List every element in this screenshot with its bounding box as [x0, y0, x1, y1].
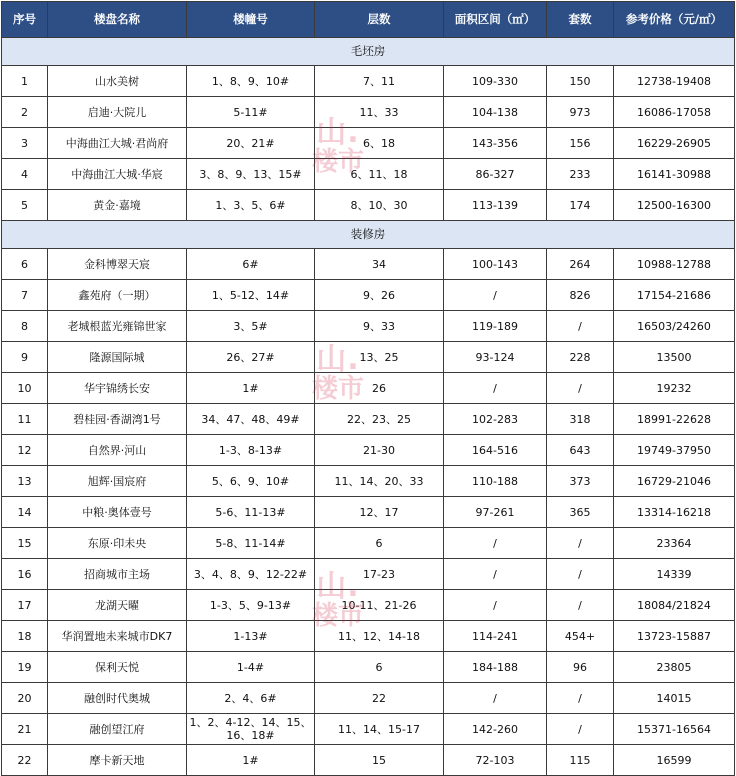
cell-building-no: 1、8、9、10# — [187, 66, 315, 97]
cell-index: 3 — [2, 128, 48, 159]
cell-floors: 6、18 — [315, 128, 444, 159]
cell-area-range: / — [444, 590, 547, 621]
cell-building-no: 5-6、11-13# — [187, 497, 315, 528]
cell-floors: 11、12、14-18 — [315, 621, 444, 652]
cell-floors: 6 — [315, 652, 444, 683]
cell-ref-price: 16086-17058 — [614, 97, 735, 128]
cell-area-range: 102-283 — [444, 404, 547, 435]
cell-index: 13 — [2, 466, 48, 497]
cell-building-no: 5-11# — [187, 97, 315, 128]
cell-project-name: 华宇锦绣长安 — [48, 373, 187, 404]
cell-project-name: 碧桂园·香湖湾1号 — [48, 404, 187, 435]
cell-project-name: 保利天悦 — [48, 652, 187, 683]
cell-project-name: 自然界·河山 — [48, 435, 187, 466]
cell-floors: 22、23、25 — [315, 404, 444, 435]
cell-units: 454+ — [547, 621, 614, 652]
cell-index: 10 — [2, 373, 48, 404]
cell-units: 174 — [547, 190, 614, 221]
cell-building-no: 20、21# — [187, 128, 315, 159]
cell-project-name: 启迪·大院儿 — [48, 97, 187, 128]
cell-units: 150 — [547, 66, 614, 97]
cell-floors: 10-11、21-26 — [315, 590, 444, 621]
cell-area-range: / — [444, 683, 547, 714]
watermark-top: 山. — [316, 569, 360, 604]
cell-floors: 7、11 — [315, 66, 444, 97]
header-ref-price: 参考价格（元/㎡） — [614, 2, 735, 38]
cell-building-no: 1-13# — [187, 621, 315, 652]
cell-index: 21 — [2, 714, 48, 745]
cell-units: / — [547, 559, 614, 590]
cell-building-no: 3、5# — [187, 311, 315, 342]
cell-floors: 8、10、30 — [315, 190, 444, 221]
cell-units: 318 — [547, 404, 614, 435]
cell-area-range: 113-139 — [444, 190, 547, 221]
cell-area-range: 114-241 — [444, 621, 547, 652]
header-row — [2, 2, 735, 38]
cell-project-name: 山水美树 — [48, 66, 187, 97]
cell-floors: 11、14、20、33 — [315, 466, 444, 497]
cell-index: 5 — [2, 190, 48, 221]
cell-units: 115 — [547, 745, 614, 776]
section-title: 毛坯房 — [2, 38, 735, 66]
table-row — [2, 683, 735, 714]
cell-project-name: 中海曲江大城·华宸 — [48, 159, 187, 190]
cell-floors: 13、25 — [315, 342, 444, 373]
cell-ref-price: 19749-37950 — [614, 435, 735, 466]
cell-ref-price: 12500-16300 — [614, 190, 735, 221]
cell-area-range: / — [444, 373, 547, 404]
watermark-bottom: 楼市 — [311, 147, 364, 177]
cell-ref-price: 16599 — [614, 745, 735, 776]
cell-ref-price: 14015 — [614, 683, 735, 714]
cell-units: / — [547, 714, 614, 745]
cell-units: 233 — [547, 159, 614, 190]
cell-units: 973 — [547, 97, 614, 128]
cell-floors: 26 — [315, 373, 444, 404]
cell-ref-price: 23364 — [614, 528, 735, 559]
header-index: 序号 — [2, 2, 48, 38]
table-row — [2, 159, 735, 190]
section-title: 装修房 — [2, 221, 735, 249]
cell-index: 22 — [2, 745, 48, 776]
cell-units: / — [547, 528, 614, 559]
cell-ref-price: 13723-15887 — [614, 621, 735, 652]
cell-index: 1 — [2, 66, 48, 97]
table-row — [2, 373, 735, 404]
cell-floors: 12、17 — [315, 497, 444, 528]
cell-building-no: 26、27# — [187, 342, 315, 373]
cell-area-range: 104-138 — [444, 97, 547, 128]
header-units: 套数 — [547, 2, 614, 38]
table-row — [2, 280, 735, 311]
cell-units: 643 — [547, 435, 614, 466]
cell-floors: 6、11、18 — [315, 159, 444, 190]
cell-project-name: 金科博翠天宸 — [48, 249, 187, 280]
table-row — [2, 404, 735, 435]
cell-floors: 9、26 — [315, 280, 444, 311]
cell-area-range: 93-124 — [444, 342, 547, 373]
table-row — [2, 559, 735, 590]
table-row — [2, 652, 735, 683]
cell-units: / — [547, 373, 614, 404]
table-row — [2, 466, 735, 497]
table-row — [2, 128, 735, 159]
cell-ref-price: 10988-12788 — [614, 249, 735, 280]
cell-building-no: 5-8、11-14# — [187, 528, 315, 559]
table-row — [2, 714, 735, 745]
cell-floors: 15 — [315, 745, 444, 776]
cell-project-name: 摩卡新天地 — [48, 745, 187, 776]
cell-building-no: 1-3、5、9-13# — [187, 590, 315, 621]
watermark-top: 山. — [316, 115, 360, 150]
table-row — [2, 97, 735, 128]
header-building-no: 楼幢号 — [187, 2, 315, 38]
cell-ref-price: 19232 — [614, 373, 735, 404]
cell-project-name: 东原·印未央 — [48, 528, 187, 559]
cell-ref-price: 16141-30988 — [614, 159, 735, 190]
cell-area-range: 97-261 — [444, 497, 547, 528]
table-row — [2, 342, 735, 373]
cell-area-range: / — [444, 528, 547, 559]
header-project-name: 楼盘名称 — [48, 2, 187, 38]
cell-building-no: 34、47、48、49# — [187, 404, 315, 435]
cell-ref-price: 16503/24260 — [614, 311, 735, 342]
watermark-bottom: 楼市 — [311, 374, 364, 404]
cell-index: 7 — [2, 280, 48, 311]
cell-ref-price: 16229-26905 — [614, 128, 735, 159]
cell-units: 96 — [547, 652, 614, 683]
cell-index: 11 — [2, 404, 48, 435]
cell-project-name: 黄金·嘉境 — [48, 190, 187, 221]
cell-area-range: 86-327 — [444, 159, 547, 190]
cell-project-name: 老城根蓝光雍锦世家 — [48, 311, 187, 342]
cell-project-name: 中粮·奥体壹号 — [48, 497, 187, 528]
cell-building-no: 6# — [187, 249, 315, 280]
header-floors: 层数 — [315, 2, 444, 38]
table-body — [2, 38, 735, 776]
table-row — [2, 190, 735, 221]
cell-area-range: 119-189 — [444, 311, 547, 342]
cell-floors: 11、14、15-17 — [315, 714, 444, 745]
cell-building-no: 1# — [187, 745, 315, 776]
cell-floors: 22 — [315, 683, 444, 714]
cell-index: 14 — [2, 497, 48, 528]
cell-building-no: 3、8、9、13、15# — [187, 159, 315, 190]
cell-index: 18 — [2, 621, 48, 652]
cell-building-no: 1、5-12、14# — [187, 280, 315, 311]
cell-floors: 34 — [315, 249, 444, 280]
cell-area-range: 100-143 — [444, 249, 547, 280]
cell-area-range: 143-356 — [444, 128, 547, 159]
cell-units: 365 — [547, 497, 614, 528]
cell-project-name: 招商城市主场 — [48, 559, 187, 590]
cell-area-range: 72-103 — [444, 745, 547, 776]
cell-project-name: 融创时代奥城 — [48, 683, 187, 714]
cell-floors: 21-30 — [315, 435, 444, 466]
cell-building-no: 2、4、6# — [187, 683, 315, 714]
watermark-bottom: 楼市 — [311, 601, 364, 631]
cell-index: 2 — [2, 97, 48, 128]
cell-units: / — [547, 590, 614, 621]
cell-project-name: 隆源国际城 — [48, 342, 187, 373]
cell-index: 8 — [2, 311, 48, 342]
cell-ref-price: 23805 — [614, 652, 735, 683]
table-row — [2, 590, 735, 621]
header-area-range: 面积区间（㎡） — [444, 2, 547, 38]
table-row — [2, 621, 735, 652]
table-row — [2, 311, 735, 342]
table-row — [2, 249, 735, 280]
cell-ref-price: 16729-21046 — [614, 466, 735, 497]
cell-index: 16 — [2, 559, 48, 590]
cell-index: 17 — [2, 590, 48, 621]
cell-building-no: 1-4# — [187, 652, 315, 683]
housing-price-table — [1, 1, 735, 776]
cell-index: 20 — [2, 683, 48, 714]
section-row — [2, 221, 735, 249]
cell-ref-price: 14339 — [614, 559, 735, 590]
cell-index: 19 — [2, 652, 48, 683]
cell-area-range: 164-516 — [444, 435, 547, 466]
cell-units: 156 — [547, 128, 614, 159]
cell-area-range: 109-330 — [444, 66, 547, 97]
cell-building-no: 1、2、4-12、14、15、16、18# — [187, 714, 315, 745]
table-row — [2, 528, 735, 559]
cell-index: 4 — [2, 159, 48, 190]
cell-project-name: 鑫苑府（一期） — [48, 280, 187, 311]
cell-building-no: 1-3、8-13# — [187, 435, 315, 466]
cell-area-range: 184-188 — [444, 652, 547, 683]
cell-ref-price: 15371-16564 — [614, 714, 735, 745]
cell-building-no: 3、4、8、9、12-22# — [187, 559, 315, 590]
cell-index: 6 — [2, 249, 48, 280]
cell-area-range: / — [444, 280, 547, 311]
cell-units: 373 — [547, 466, 614, 497]
cell-units: 228 — [547, 342, 614, 373]
table-row — [2, 497, 735, 528]
cell-ref-price: 13314-16218 — [614, 497, 735, 528]
cell-ref-price: 12738-19408 — [614, 66, 735, 97]
cell-project-name: 龙湖天曜 — [48, 590, 187, 621]
cell-project-name: 中海曲江大城·君尚府 — [48, 128, 187, 159]
cell-units: / — [547, 683, 614, 714]
cell-project-name: 融创望江府 — [48, 714, 187, 745]
cell-building-no: 5、6、9、10# — [187, 466, 315, 497]
cell-ref-price: 13500 — [614, 342, 735, 373]
cell-units: / — [547, 311, 614, 342]
cell-project-name: 华润置地未来城市DK7 — [48, 621, 187, 652]
cell-index: 15 — [2, 528, 48, 559]
section-row — [2, 38, 735, 66]
cell-ref-price: 17154-21686 — [614, 280, 735, 311]
cell-ref-price: 18084/21824 — [614, 590, 735, 621]
cell-area-range: 110-188 — [444, 466, 547, 497]
cell-floors: 17-23 — [315, 559, 444, 590]
cell-area-range: / — [444, 559, 547, 590]
cell-floors: 11、33 — [315, 97, 444, 128]
cell-project-name: 旭辉·国宸府 — [48, 466, 187, 497]
table-row — [2, 745, 735, 776]
table-row — [2, 66, 735, 97]
cell-index: 9 — [2, 342, 48, 373]
cell-units: 826 — [547, 280, 614, 311]
cell-building-no: 1# — [187, 373, 315, 404]
cell-floors: 6 — [315, 528, 444, 559]
cell-area-range: 142-260 — [444, 714, 547, 745]
cell-index: 12 — [2, 435, 48, 466]
table-row — [2, 435, 735, 466]
cell-floors: 9、33 — [315, 311, 444, 342]
cell-building-no: 1、3、5、6# — [187, 190, 315, 221]
cell-units: 264 — [547, 249, 614, 280]
watermark-top: 山. — [316, 342, 360, 377]
cell-ref-price: 18991-22628 — [614, 404, 735, 435]
